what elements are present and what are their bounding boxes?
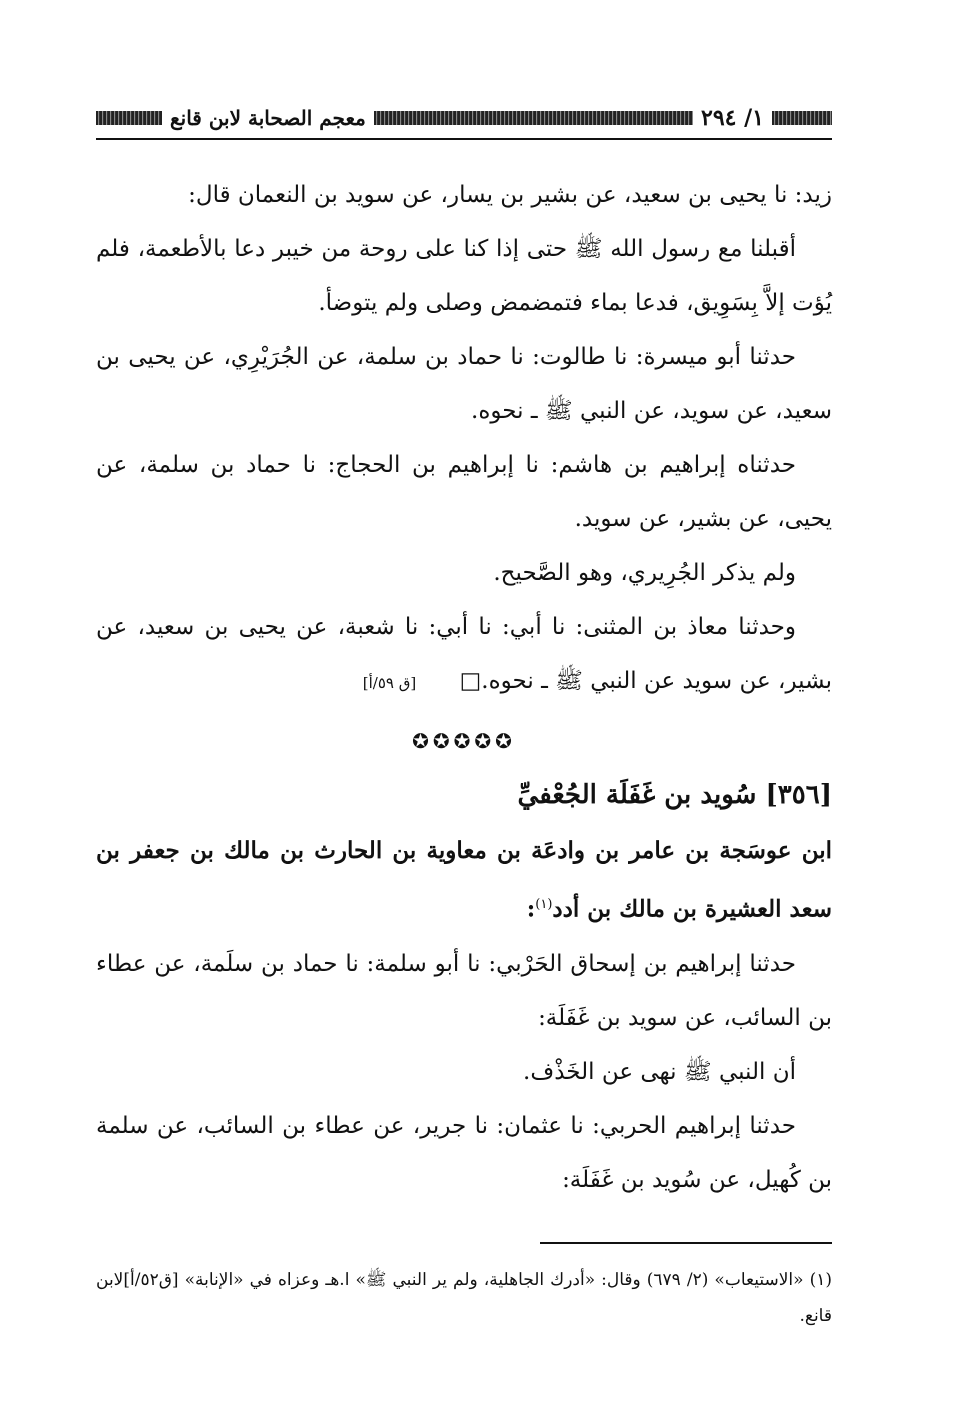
page-body [96,168,832,1207]
paragraph: أقبلنا مع رسول الله ﷺ حتى إذا كنا على روحة من خيبر دعا بالأطعمة، فلم يُؤت إلاَّ بِسَوِيق، فدعا بماء فتمضمض وصلى ولم يتوضأ. [96,236,832,316]
footnote: (١) «الاستيعاب» (٢/ ٦٧٩) وقال: «أدرك الجاهلية، ولم ير النبي ﷺ» ا.هـ وعزاه في «الإنابة» [ق٥٢/أ]لابن قانع. [96,1270,832,1326]
paragraph-with-margin-note [96,600,832,710]
paragraph-text: وحدثنا معاذ بن المثنى: نا أبي: نا أبي: نا شعبة، عن يحيى بن سعيد، عن بشير، عن سويد عن النبي ﷺ ـ نحوه.□ [96,614,832,694]
header-ornament-left [96,111,162,125]
footnote-rule [540,1242,832,1244]
paragraph: حدثنا إبراهيم الحربي: نا عثمان: نا جرير، عن عطاء بن السائب، عن سلمة بن كُهيل، عن سُويد بن غَفَلَة: [96,1112,832,1193]
paragraph: زيد: نا يحيى بن سعيد، عن بشير بن يسار، عن سويد بن النعمان قال: [188,182,832,208]
page-number: ١/ ٢٩٤ [701,105,764,131]
footnote-reference[interactable]: (١) [535,897,553,912]
entry-lineage [96,824,832,937]
section-separator: ✪✪✪✪✪ [412,729,516,753]
paragraph: حدثنا إبراهيم بن إسحاق الحَرْبي: نا أبو سلمة: نا حماد بن سلَمة، عن عطاء بن السائب، عن سويد بن غَفَلَة: [96,950,832,1031]
book-page [96,92,832,1392]
header-ornament-middle [374,111,693,125]
header-rule [96,138,832,140]
lineage-text: ابن عوسَجة بن عامر بن وادعَة بن معاوية بن الحارث بن مالك بن جعفر بن سعد العشيرة بن مالك بن أدد [96,837,832,923]
lineage-colon: : [526,895,536,923]
manuscript-margin-note: [ق ٥٩/أ] [362,674,417,692]
paragraph: حدثنا أبو ميسرة: نا طالوت: نا حماد بن سلمة، عن الجُرَيْرِي، عن يحيى بن سعيد، عن سويد، عن النبي ﷺ ـ نحوه. [96,344,832,424]
header-ornament-right [772,111,832,125]
paragraph: حدثناه إبراهيم بن هاشم: نا إبراهيم بن الحجاج: نا حماد بن سلمة، عن يحيى، عن بشير، عن سويد. [96,452,832,532]
running-header [96,100,832,136]
paragraph: أن النبي ﷺ نهى عن الخَذْف. [523,1058,796,1085]
entry-heading: [٣٥٦] سُويد بن غَفَلَة الجُعْفيِّ [517,780,832,810]
book-title: معجم الصحابة لابن قانع [170,106,366,130]
paragraph: ولم يذكر الجُرِيري، وهو الصَّحيح. [493,560,796,586]
